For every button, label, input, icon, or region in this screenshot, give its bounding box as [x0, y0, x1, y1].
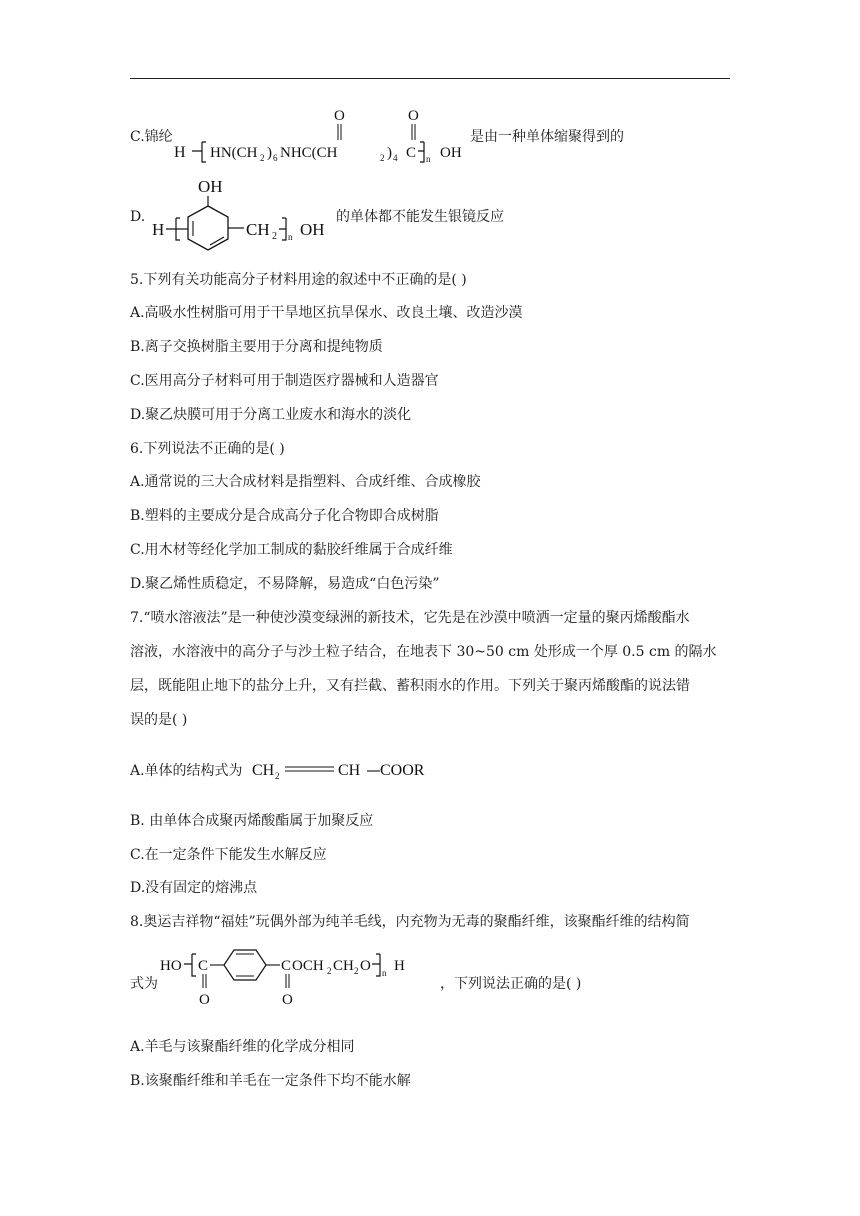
q8-option-b: B.该聚酯纤维和羊毛在一定条件下均不能水解: [130, 1073, 411, 1089]
och2-group: OCH: [292, 958, 324, 974]
carbonyl-o-2: O: [408, 108, 419, 124]
ho-group: HO: [160, 958, 182, 974]
sub-2b: 2: [354, 966, 359, 976]
ch-group: CH: [338, 762, 361, 779]
q6-option-a: A.通常说的三大合成材料是指塑料、合成纤维、合成橡胶: [130, 474, 481, 490]
q8-stem: 8.奥运吉祥物“福娃”玩偶外部为纯羊毛线，内充物为无毒的聚酯纤维，该聚酯纤维的结构简: [130, 914, 690, 930]
q8-formula-suffix: ，下列说法正确的是( ): [440, 976, 582, 992]
nylon-formula: [172, 104, 472, 166]
q7-option-a-prefix: A.单体的结构式为: [130, 763, 243, 779]
q6-option-c: C.用木材等经化学加工制成的黏胶纤维属于合成纤维: [130, 542, 453, 558]
end-oh: OH: [300, 220, 325, 239]
q7-option-b: B. 由单体合成聚丙烯酸酯属于加聚反应: [130, 813, 374, 829]
sub-2b: 2: [380, 153, 385, 163]
repeat-n: n: [382, 968, 387, 978]
methylene: CH: [246, 220, 270, 239]
resin-h: H: [152, 220, 165, 239]
nylon-segment-1: HN(CH: [210, 145, 258, 161]
q6-option-b: B.塑料的主要成分是合成高分子化合物即合成树脂: [130, 508, 439, 524]
phenol-resin-formula: [148, 172, 338, 256]
q6-stem: 6.下列说法不正确的是( ): [130, 441, 285, 457]
ester-group: COOR: [380, 762, 425, 779]
sub-2: 2: [272, 231, 277, 242]
q5-option-a: A.高吸水性树脂可用于干旱地区抗旱保水、改良土壤、改造沙漠: [130, 305, 523, 321]
q7-stem-line-4: 误的是( ): [130, 712, 188, 728]
phenol-oh: OH: [198, 177, 223, 196]
q7-stem-line-2: 溶液，水溶液中的高分子与沙土粒子结合，在地表下 30~50 cm 处形成一个厚 0.5 cm 的隔水: [130, 644, 717, 660]
carbonyl-c-2: C: [281, 958, 292, 974]
sub-6: 6: [273, 153, 278, 163]
acrylate-monomer-formula: [252, 754, 425, 786]
sub-4: 4: [393, 153, 398, 163]
ch2-group: CH: [252, 762, 275, 779]
polyester-formula: [158, 944, 440, 1010]
benzene-ring: [188, 206, 228, 250]
q7-option-c: C.在一定条件下能发生水解反应: [130, 847, 327, 863]
nylon-segment-2: NHC(CH: [280, 145, 338, 161]
carbonyl-o-2: O: [282, 992, 293, 1008]
q5-option-d: D.聚乙炔膜可用于分离工业废水和海水的淡化: [130, 407, 412, 423]
paren-2: ): [387, 145, 392, 161]
q7-stem-line-3: 层，既能阻止地下的盐分上升，又有拦截、蓄积雨水的作用。下列关于聚丙烯酸酯的说法错: [130, 678, 690, 694]
repeat-n: n: [426, 154, 431, 164]
paren: ): [267, 145, 272, 161]
sub-2: 2: [260, 153, 265, 163]
end-oh: OH: [440, 145, 462, 161]
sub-2: 2: [275, 771, 280, 781]
q4-option-d-prefix: D.: [130, 209, 146, 225]
q4-option-d-suffix: 的单体都不能发生银镜反应: [336, 209, 504, 225]
carbonyl-c-1: C: [198, 958, 209, 974]
nylon-h: H: [174, 144, 186, 161]
carbonyl-o-1: O: [199, 992, 210, 1008]
q5-stem: 5.下列有关功能高分子材料用途的叙述中不正确的是( ): [130, 272, 467, 288]
q8-option-a: A.羊毛与该聚酯纤维的化学成分相同: [130, 1039, 355, 1055]
q8-formula-prefix: 式为: [130, 976, 158, 992]
q6-option-d: D.聚乙烯性质稳定，不易降解，易造成“白色污染”: [130, 576, 440, 592]
end-h: H: [394, 958, 405, 974]
ch2-group: CH: [333, 958, 354, 974]
q4-option-c-prefix: C.锦纶: [130, 129, 173, 145]
sub-2a: 2: [327, 966, 332, 976]
q7-option-d: D.没有固定的熔沸点: [130, 880, 258, 896]
repeat-n: n: [288, 232, 293, 242]
carbonyl-o-1: O: [334, 108, 345, 124]
q7-stem-line-1: 7.“喷水溶液法”是一种使沙漠变绿洲的新技术，它先是在沙漠中喷洒一定量的聚丙烯酸酯水: [130, 610, 690, 626]
q5-option-c: C.医用高分子材料可用于制造医疗器械和人造器官: [130, 373, 439, 389]
q5-option-b: B.离子交换树脂主要用于分离和提纯物质: [130, 339, 383, 355]
q4-option-c-suffix: 是由一种单体缩聚得到的: [470, 129, 624, 145]
header-rule: [130, 78, 730, 79]
ether-o: O: [360, 958, 371, 974]
carbon: C: [406, 145, 417, 161]
